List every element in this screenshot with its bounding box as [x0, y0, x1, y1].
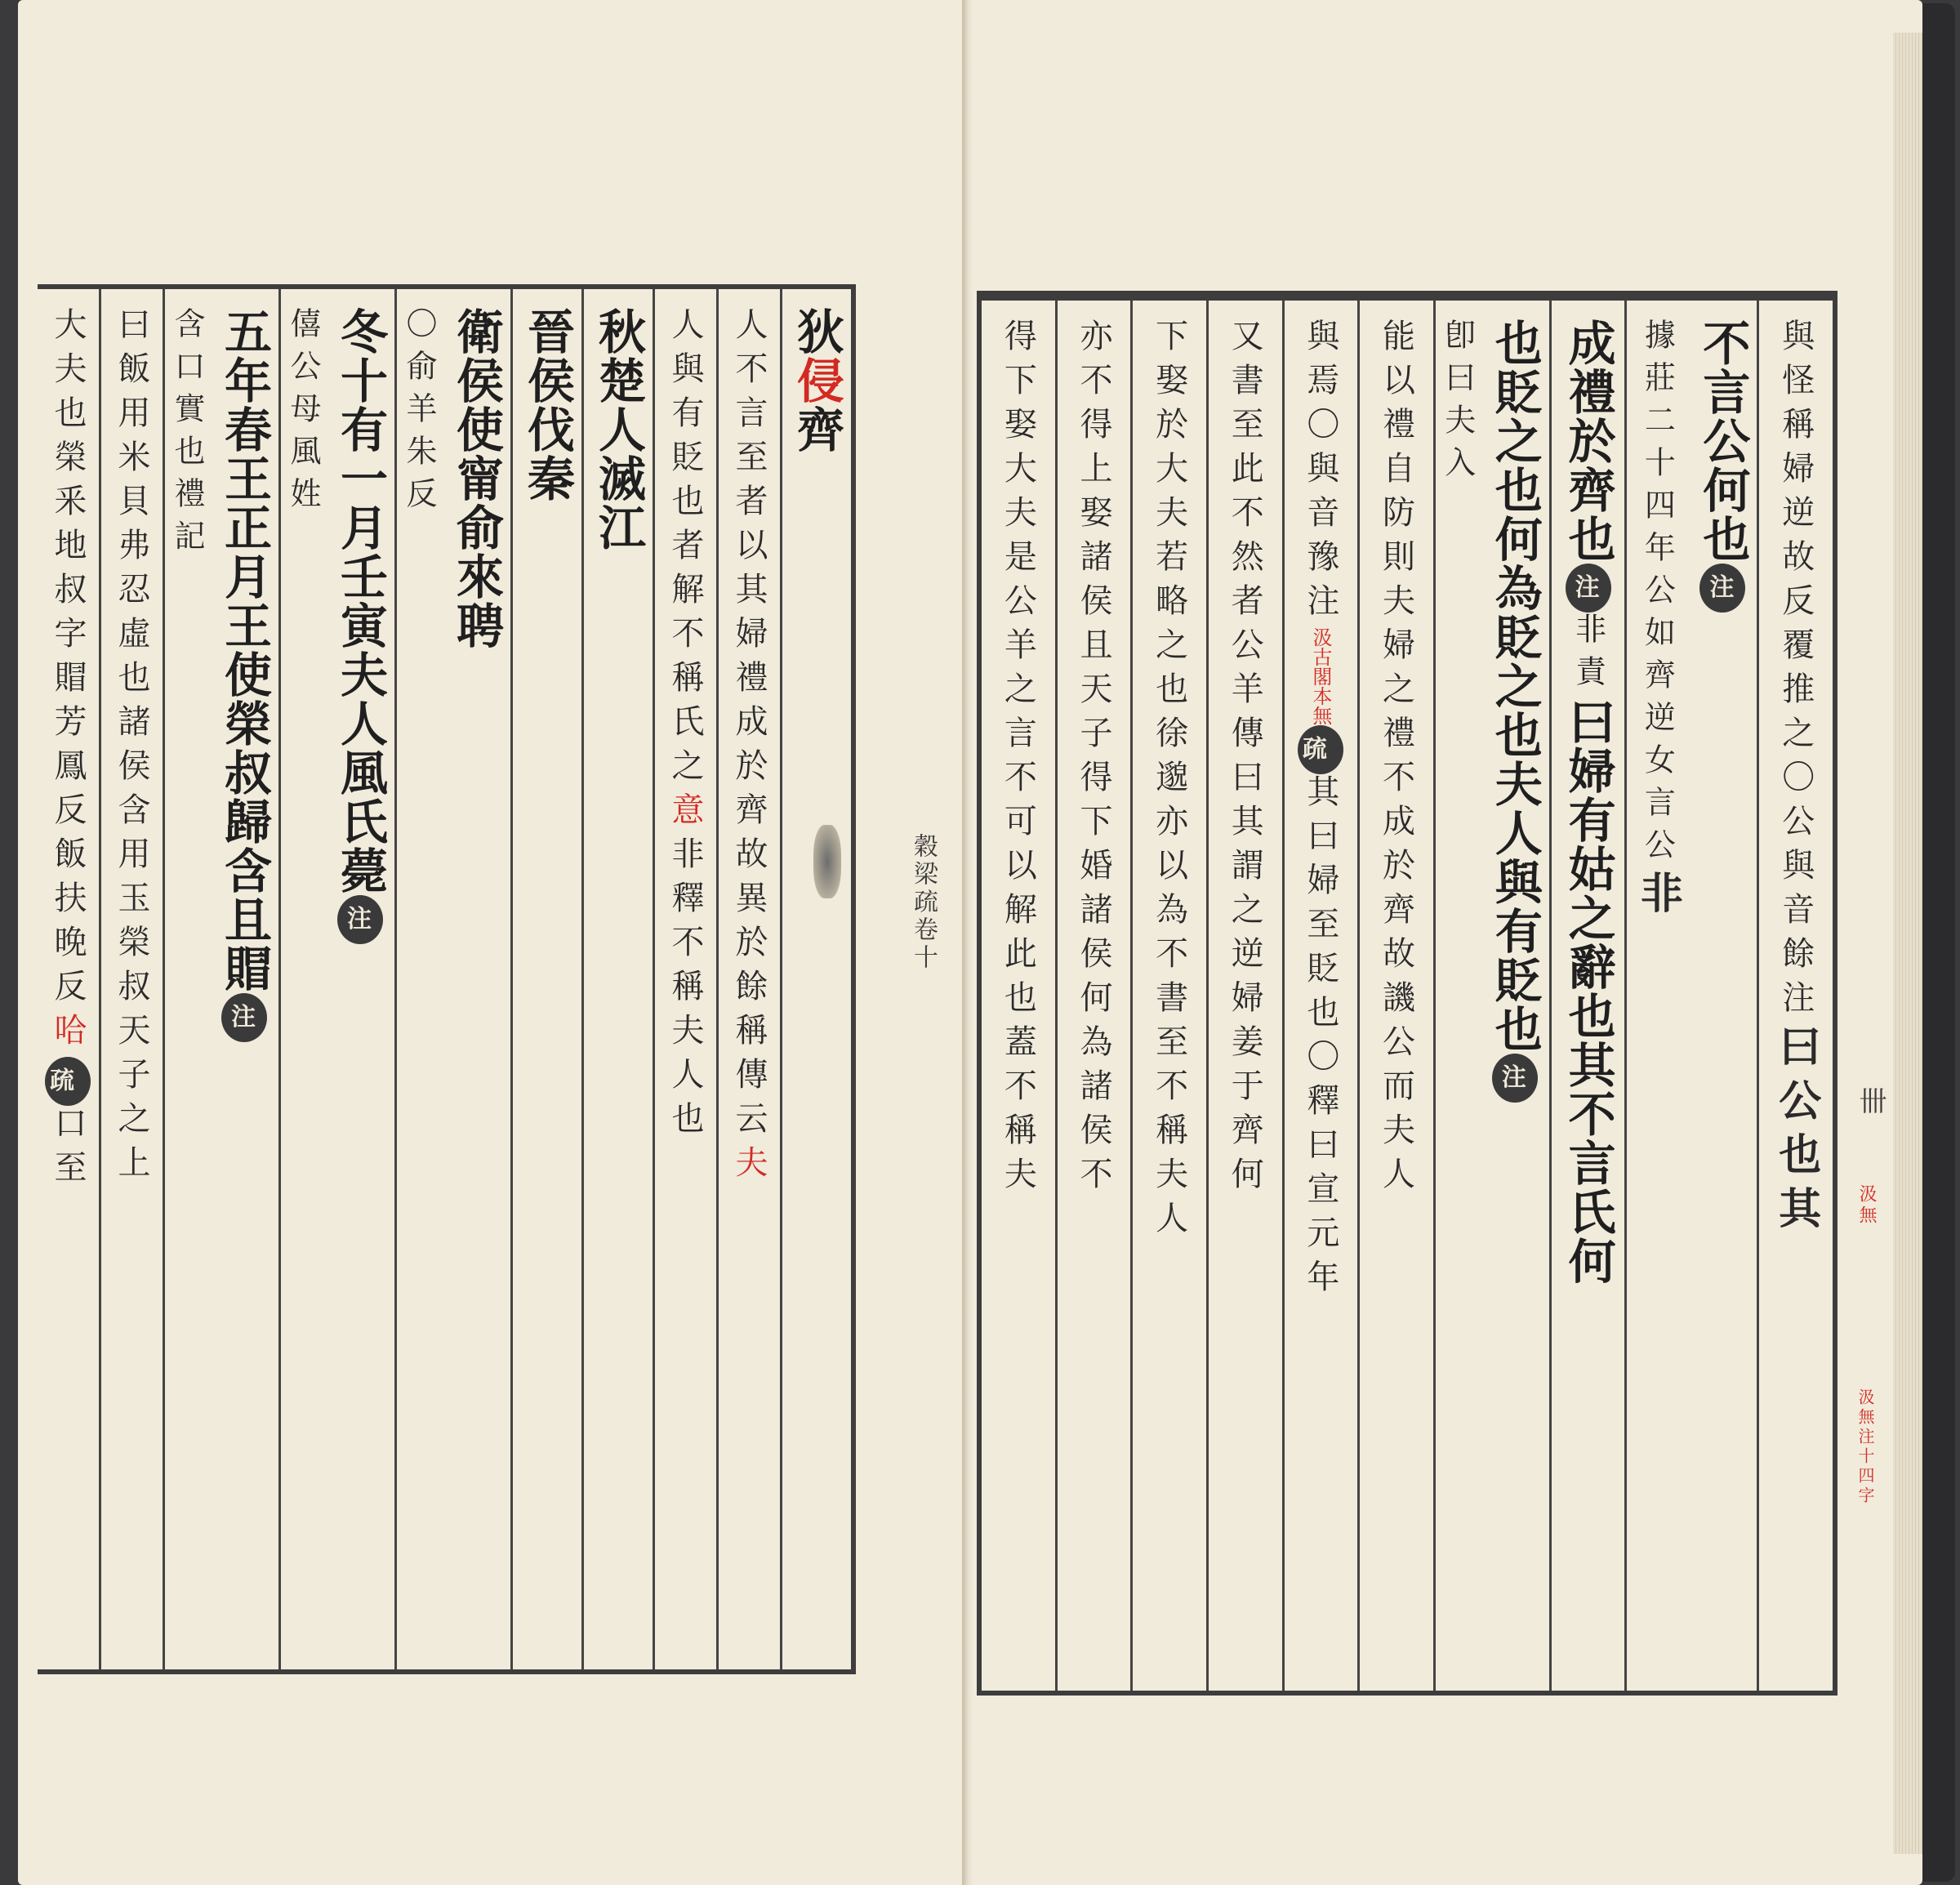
left-column-3 — [653, 289, 716, 1669]
main-text: 成禮於齊也注非責曰婦有姑之辭也其不言氏何 — [1560, 319, 1616, 1286]
annotation-seal-icon: 注 — [221, 993, 267, 1042]
running-head: 穀梁疏卷十 — [909, 833, 938, 972]
right-column-3 — [1549, 301, 1625, 1691]
commentary-text: 亦不得上娶諸侯且天子得下婚諸侯何為諸侯不 — [1074, 319, 1112, 1201]
main-text: 也貶之也何為貶之也夫人與有貶也注 — [1481, 319, 1549, 1691]
commentary-seal-icon: 疏 — [45, 1057, 91, 1106]
annotation-seal-icon: 注 — [1699, 564, 1745, 613]
right-column-8 — [1130, 301, 1206, 1691]
commentary-text: 與怪稱婦逆故反覆推之〇公與音餘注曰公也其 — [1771, 319, 1821, 1240]
left-column-2 — [716, 289, 780, 1669]
commentary-text: 曰飯用米貝弗忍虛也諸侯含用玉榮叔天子之上 — [113, 307, 150, 1189]
right-column-7 — [1206, 301, 1282, 1691]
left-column-7 — [278, 289, 394, 1669]
commentary-text: 得下娶大夫是公羊之言不可以解此也蓋不稱夫 — [999, 319, 1037, 1201]
main-text: 晉侯伐秦 — [519, 307, 575, 503]
page-marker: 卌 — [1854, 1086, 1886, 1117]
main-text: 不言公何也注 — [1688, 319, 1757, 1691]
right-column-10 — [982, 301, 1055, 1691]
commentary-text: 下娶於大夫若略之也徐邈亦以為不書至不稱夫人 — [1150, 319, 1188, 1245]
commentary-text: 又書至此不然者公羊傳曰其謂之逆婦姜于齊何 — [1226, 319, 1264, 1201]
commentary-seal-icon: 疏 — [1298, 725, 1343, 774]
page-edges — [1893, 33, 1922, 1854]
commentary-text: 人與有貶也者解不稱氏之意非釋不稱夫人也 — [666, 307, 704, 1145]
right-column-5 — [1357, 301, 1433, 1691]
commentary-text: 卽曰夫入 — [1439, 319, 1476, 488]
margin-annotation-red-2: 汲無注十四字 — [1855, 1388, 1875, 1506]
left-text-block — [38, 284, 856, 1674]
commentary-text: 人不言至者以其婦禮成於齊故異於餘稱傳云夫 — [730, 307, 768, 1189]
main-text: 秋楚人滅江 — [590, 307, 646, 552]
right-column-9 — [1055, 301, 1131, 1691]
left-column-10 — [38, 289, 99, 1669]
annotation-seal-icon: 注 — [1492, 1054, 1538, 1103]
left-column-8 — [163, 289, 278, 1669]
ink-stain — [813, 825, 841, 898]
margin-annotation-red: 汲無 — [1856, 1184, 1877, 1227]
commentary-text: 大夫也榮釆地叔字賵芳鳳反飯扶晚反哈疏口至 — [45, 307, 91, 1669]
right-column-1 — [1757, 301, 1833, 1691]
commentary-text: 僖公母風姓 — [285, 307, 321, 519]
main-text: 衛侯使甯俞來聘 — [448, 307, 504, 650]
left-column-9 — [99, 289, 163, 1669]
left-column-6 — [394, 289, 510, 1669]
left-column-5 — [510, 289, 581, 1669]
left-column-4 — [581, 289, 653, 1669]
right-column-4 — [1433, 301, 1549, 1691]
commentary-text: 與焉〇與音豫注汲古閣本無疏其曰婦至貶也〇釋曰宣元年 — [1298, 319, 1344, 1691]
main-text: 冬十有一月壬寅夫人風氏薨注 — [326, 307, 394, 1669]
right-column-6 — [1282, 301, 1358, 1691]
book-gutter — [962, 0, 973, 1885]
commentary-text: 能以禮自防則夫婦之禮不成於齊故譏公而夫人 — [1377, 319, 1415, 1201]
commentary-text: 含口實也禮記 — [169, 307, 205, 562]
annotation-seal-icon: 注 — [1566, 564, 1611, 613]
annotation-seal-icon: 注 — [337, 895, 383, 944]
left-column-1 — [780, 289, 851, 1669]
right-column-2 — [1624, 301, 1757, 1691]
commentary-text: 〇俞羊朱反 — [401, 307, 437, 519]
main-text: 狄侵齊 — [789, 307, 844, 454]
main-text: 五年春王正月王使榮叔歸含且賵注 — [210, 307, 278, 1669]
commentary-text: 據莊二十四年公如齊逆女言公非 — [1633, 319, 1683, 925]
right-text-block — [977, 296, 1838, 1696]
